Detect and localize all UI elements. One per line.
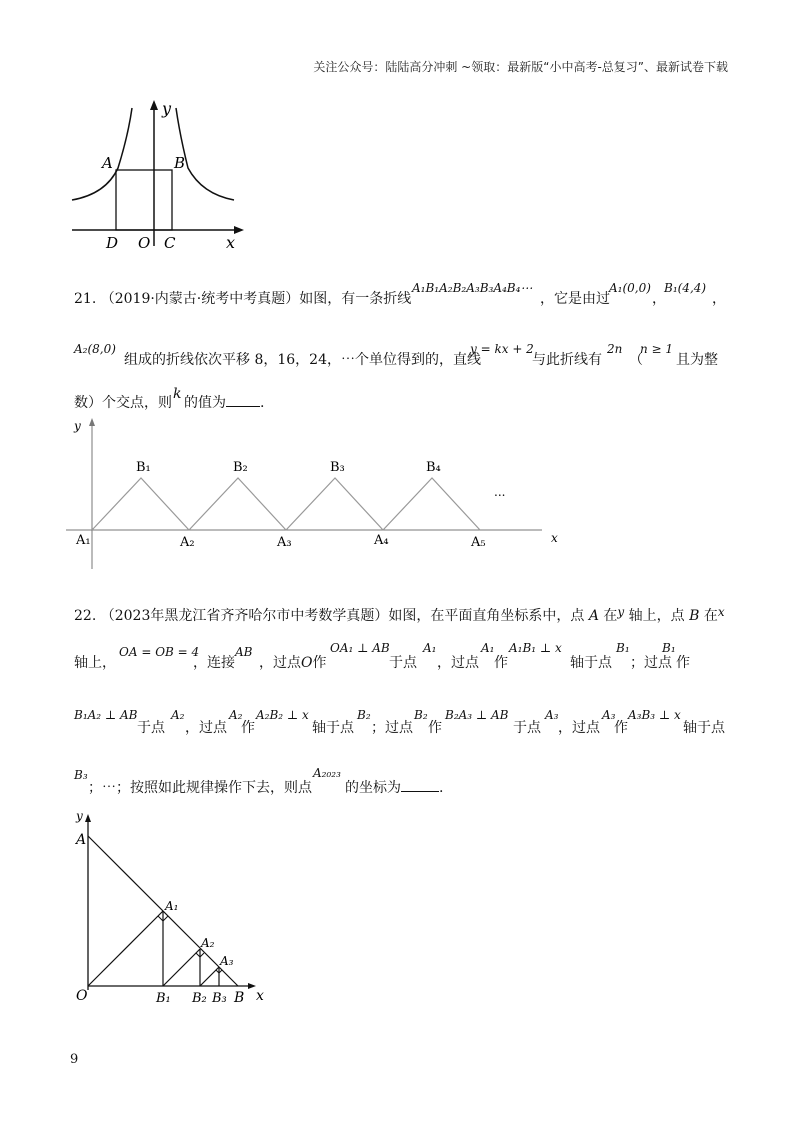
label-x: x	[256, 988, 264, 1004]
q21-point-b1: B₁(4,4)	[664, 281, 707, 295]
q21-condition: n ≥ 1	[640, 342, 674, 356]
q22-text-6: ，连接	[193, 655, 235, 671]
q21-line1	[74, 289, 411, 309]
q22-A1: A₁	[423, 641, 437, 655]
q21-count: 2n	[607, 342, 623, 356]
q22-text-9: 于点	[389, 655, 417, 671]
q21-sep-2: ，	[712, 291, 726, 307]
q22-text-13: ；过点	[630, 655, 672, 671]
q22-y: y	[617, 605, 625, 619]
q22-text-5: 轴上，	[74, 655, 116, 671]
q22-A1b: A₁	[481, 641, 495, 655]
label-B3: B₃	[330, 460, 345, 475]
q21-text-6: 且为整	[676, 352, 718, 368]
q21-line3	[74, 393, 172, 413]
page-number: 9	[70, 1052, 79, 1067]
q21-text-7: 数）个交点，则	[74, 395, 172, 411]
q22-text-24: 轴于点	[683, 720, 725, 736]
label-B2: B₂	[192, 991, 207, 1006]
q22-point-A: A	[588, 608, 599, 624]
q22-A3b: A₃	[602, 708, 616, 722]
label-B2: B₂	[233, 460, 248, 475]
label-D: D	[106, 234, 119, 252]
q22-text-20: 作	[428, 720, 442, 736]
label-A2: A₂	[180, 535, 195, 550]
q21-chain: A₁B₁A₂B₂A₃B₃A₄B₄⋯	[412, 281, 533, 295]
page-header: 关注公众号：陆陆高分冲刺 ~领取：最新版“小中高考-总复习”、最新试卷下载	[313, 60, 728, 74]
q22-relation-5: B₂A₃ ⊥ AB	[445, 708, 509, 722]
label-dots: ...	[494, 485, 506, 499]
q22-period: .	[439, 780, 444, 796]
q22-text-21: 于点	[513, 720, 541, 736]
q22-relation-4: A₂B₂ ⊥ x	[256, 708, 309, 722]
rectangle-abcd	[116, 170, 172, 230]
q22-line2-mid	[259, 653, 326, 673]
y-axis-arrow	[150, 100, 158, 110]
x-axis-arrow	[234, 226, 244, 234]
label-A3: A₃	[277, 535, 292, 550]
label-A5: A₅	[471, 535, 486, 550]
label-A: A	[76, 832, 87, 848]
q21-sep-1: ，	[652, 291, 666, 307]
q22-line1	[74, 602, 725, 626]
q21-text-4: 与此折线有	[532, 352, 602, 368]
label-O: O	[138, 234, 151, 252]
q22-text-26: 的坐标为	[345, 780, 401, 796]
segment-b2a3	[200, 967, 219, 986]
label-A2: A₂	[201, 936, 215, 950]
segment-b1a2	[163, 949, 200, 986]
q22-relation-6: A₃B₃ ⊥ x	[628, 708, 681, 722]
y-axis-arrow	[85, 814, 91, 822]
q22-text-18: 轴于点	[312, 720, 354, 736]
q21-point-a1: A₁(0,0)	[609, 281, 651, 295]
q22-B1b: B₁	[662, 641, 676, 655]
q22-A3: A₃	[545, 708, 559, 722]
q22-relation-1: OA₁ ⊥ AB	[330, 641, 390, 655]
label-C: C	[164, 234, 176, 252]
q22-A2023: A₂₀₂₃	[313, 766, 341, 780]
label-B: B	[174, 154, 186, 172]
q22-text-1: 如图，在平面直角坐标系中，点	[388, 608, 585, 624]
q22-text-12: 轴于点	[570, 655, 612, 671]
label-A1: A₁	[76, 533, 91, 548]
q22-oa-ob: OA = OB = 4	[119, 645, 200, 659]
q21-k: k	[173, 386, 182, 402]
figure-zigzag-polyline	[66, 414, 576, 574]
q21-text-1: 如图，有一条折线	[299, 291, 412, 307]
q22-line5-end	[345, 778, 443, 798]
q22-text-15: 于点	[137, 720, 165, 736]
q22-point-O: O	[301, 655, 313, 671]
label-y: y	[162, 99, 172, 118]
q22-relation-2: A₁B₁ ⊥ x	[509, 641, 562, 655]
label-A4: A₄	[374, 533, 389, 548]
label-x: x	[226, 233, 236, 252]
q22-text-11: 作	[494, 655, 508, 671]
label-A: A	[102, 154, 113, 172]
q21-line3-end	[184, 393, 264, 413]
q22-text-22: ，过点	[558, 720, 600, 736]
q22-text-16: ，过点	[185, 720, 227, 736]
label-B4: B₄	[426, 460, 441, 475]
label-x: x	[551, 531, 558, 545]
q22-B1: B₁	[616, 641, 630, 655]
q22-x: x	[717, 605, 725, 619]
label-y: y	[74, 419, 81, 433]
q22-number: 22.	[74, 608, 97, 624]
q21-number: 21.	[74, 291, 97, 307]
label-B: B	[234, 990, 245, 1006]
q21-text-3: 组成的折线依次平移 8，16，24，⋯个单位得到的，直线	[124, 352, 481, 368]
q21-text-2: ，它是由过	[540, 291, 610, 307]
q22-text-4: 在	[703, 608, 718, 624]
label-B1: B₁	[136, 460, 151, 475]
q22-text-25: ；⋯；按照如此规律操作下去，则点	[88, 780, 312, 796]
q21-source: （2019·内蒙古·统考中考真题）	[100, 291, 300, 307]
label-A3: A₃	[220, 954, 234, 968]
x-axis-arrow	[248, 983, 256, 989]
q22-text-17: 作	[241, 720, 255, 736]
q22-text-7: ，过点	[259, 655, 301, 671]
y-axis-arrow	[89, 418, 95, 426]
q21-text-5: （	[629, 352, 643, 368]
segment-oa1	[88, 911, 163, 986]
q22-A2b: A₂	[229, 708, 243, 722]
q22-text-8: 作	[312, 655, 327, 671]
q22-relation-3: B₁A₂ ⊥ AB	[74, 708, 138, 722]
q22-answer-blank[interactable]	[401, 779, 439, 792]
q21-text-8: 的值为	[184, 395, 226, 411]
q21-line-equation: y = kx + 2	[470, 342, 534, 356]
label-B3: B₃	[212, 991, 227, 1006]
q21-answer-blank[interactable]	[226, 394, 260, 407]
q22-B3: B₃	[74, 768, 88, 782]
label-O: O	[76, 988, 88, 1004]
q22-B2: B₂	[357, 708, 371, 722]
q22-A2: A₂	[171, 708, 185, 722]
q22-text-10: ，过点	[437, 655, 479, 671]
q22-point-B: B	[689, 608, 700, 624]
q21-period: .	[260, 395, 265, 411]
q22-text-14: 作	[676, 655, 690, 671]
q21-point-a2: A₂(8,0)	[74, 342, 116, 356]
q22-source: （2023年黑龙江省齐齐哈尔市中考数学真题）	[100, 608, 389, 624]
figure-perpendicular-construction	[70, 808, 280, 1018]
q22-text-19: ；过点	[371, 720, 413, 736]
q22-text-2: 在	[603, 608, 618, 624]
label-y: y	[76, 809, 83, 823]
q22-B2b: B₂	[414, 708, 428, 722]
label-B1: B₁	[156, 991, 171, 1006]
q22-ab: AB	[235, 645, 253, 659]
polyline-a1b1a2b2a3b3a4b4a5	[92, 478, 480, 530]
q22-text-3: 轴上，点	[628, 608, 685, 624]
label-A1: A₁	[165, 899, 179, 913]
q22-text-23: 作	[614, 720, 628, 736]
figure-hyperbola-rectangle	[66, 96, 256, 256]
